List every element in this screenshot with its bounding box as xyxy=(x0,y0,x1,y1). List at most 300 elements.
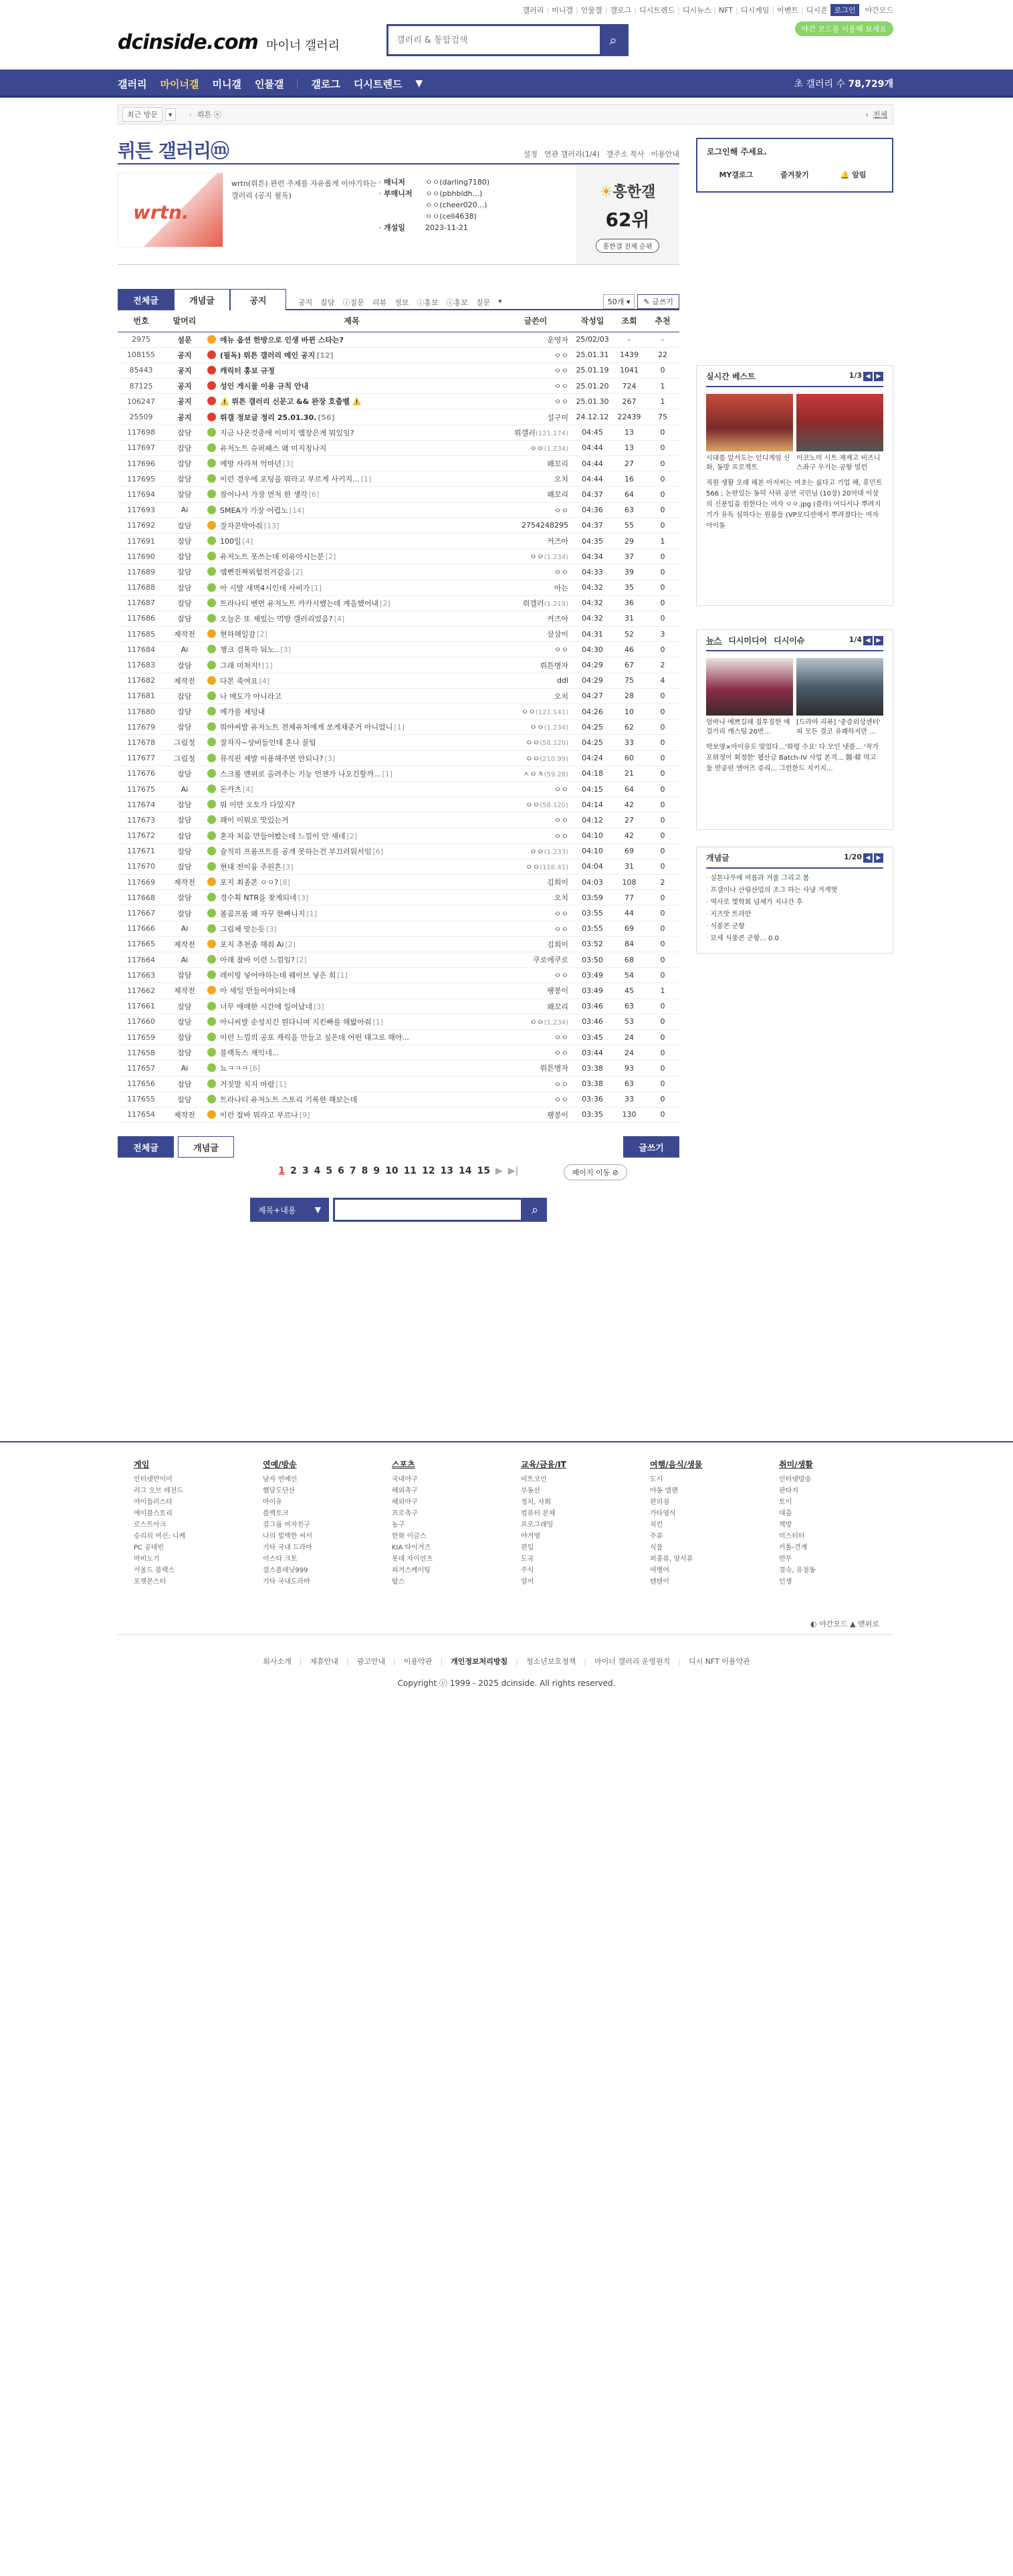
gallery-title[interactable]: 뤼튼 갤러리ⓜ xyxy=(118,140,229,162)
comment-count[interactable]: [3] xyxy=(283,862,294,871)
login-prompt[interactable]: 로그인해 주세요. xyxy=(707,147,767,156)
writer-nick[interactable]: ddl xyxy=(556,676,568,685)
footer-category-link[interactable]: 탑스 xyxy=(392,1578,405,1586)
footer-category-link[interactable]: 피겨스케이팅 xyxy=(392,1567,431,1574)
post-title-cell[interactable] xyxy=(205,595,499,611)
post-writer[interactable] xyxy=(499,425,572,440)
table-row[interactable] xyxy=(118,564,679,580)
meta-value[interactable]: ㅇㅇ(cell4638) xyxy=(425,212,477,221)
post-title[interactable]: 성인 게시물 이용 규칙 안내 xyxy=(220,382,309,391)
table-row[interactable] xyxy=(118,379,679,394)
post-title-cell[interactable] xyxy=(205,394,499,409)
footer-category-link[interactable]: 에이블스토리 xyxy=(134,1510,173,1517)
footer-link[interactable]: 디시 NFT 이용약관 xyxy=(688,1657,750,1666)
post-writer[interactable] xyxy=(499,781,572,796)
post-title-cell[interactable] xyxy=(205,735,499,750)
writer-nick[interactable]: ㅇㅇ xyxy=(521,708,536,717)
writer-nick[interactable]: ㅇㅇ xyxy=(554,1033,568,1043)
footer-category-link[interactable]: 한화 이글스 xyxy=(392,1533,427,1540)
comment-count[interactable]: [4] xyxy=(334,614,345,623)
table-row[interactable] xyxy=(118,750,679,766)
page-number[interactable]: 5 xyxy=(326,1166,333,1177)
table-row[interactable] xyxy=(118,440,679,455)
head-filter-item[interactable]: ▾ xyxy=(498,297,502,306)
writer-nick[interactable]: ㅅㅇㅊ xyxy=(522,769,544,778)
table-row[interactable] xyxy=(118,859,679,874)
table-row[interactable] xyxy=(118,952,679,968)
writer-nick[interactable]: ㅇㅇ xyxy=(554,382,568,391)
bottom-tab-recommend[interactable]: 개념글 xyxy=(178,1136,234,1158)
post-title[interactable]: 그림체 맞는듯 xyxy=(220,924,265,934)
comment-count[interactable]: [2] xyxy=(380,599,390,608)
table-row[interactable] xyxy=(118,688,679,704)
head-filter-item[interactable]: 질문 xyxy=(475,298,491,307)
post-writer[interactable] xyxy=(499,1029,572,1045)
footer-category-link[interactable]: 마이유 xyxy=(263,1499,282,1506)
page-number[interactable]: 2 xyxy=(290,1166,297,1177)
post-writer[interactable] xyxy=(499,859,572,874)
footer-category-title[interactable]: 연예/방송 xyxy=(263,1460,297,1469)
comment-count[interactable]: [2] xyxy=(285,940,296,949)
footer-category-link[interactable]: 롯데 자이언츠 xyxy=(392,1555,433,1563)
table-row[interactable] xyxy=(118,347,679,362)
post-title[interactable]: 애뉴 옵션 한방으로 인생 바뀐 스타는? xyxy=(220,335,344,344)
writer-nick[interactable]: ㅇㅇ xyxy=(554,971,568,980)
footer-category-link[interactable]: 컴퓨터 본체 xyxy=(521,1510,556,1517)
post-title[interactable]: 100일 xyxy=(220,537,241,546)
writer-nick[interactable]: 팽봉이 xyxy=(547,1110,568,1119)
comment-count[interactable]: [2] xyxy=(346,831,358,841)
footer-category-link[interactable]: 미스터터 xyxy=(779,1533,805,1540)
post-title[interactable]: 유저노트 못쓰는데 이유아시는분 xyxy=(220,552,324,562)
footer-category-link[interactable]: 주류 xyxy=(650,1533,663,1540)
post-title-cell[interactable] xyxy=(205,688,499,704)
footer-link[interactable]: 제휴안내 xyxy=(310,1657,338,1666)
footer-category-link[interactable]: 퍼충류, 양서류 xyxy=(650,1555,693,1563)
gallery-title-link[interactable]: 이용안내 xyxy=(651,150,679,158)
post-title-cell[interactable] xyxy=(205,425,499,440)
comment-count[interactable]: [2] xyxy=(292,568,303,577)
util-link[interactable]: 디시게임 xyxy=(740,6,770,15)
page-number[interactable]: 6 xyxy=(338,1166,344,1177)
night-mode-toggle[interactable]: 야간모드 xyxy=(865,6,893,15)
post-writer[interactable] xyxy=(499,657,572,673)
post-title[interactable]: 잘자콘박아줘 xyxy=(220,521,263,530)
post-title[interactable]: 뭐야씨발 유저노트 전체유처에게 쏘게채준거 아니었니 xyxy=(220,723,393,732)
concept-item[interactable]: · 역사로 몇학회 넘셰가 지나간 후 xyxy=(706,897,883,909)
post-title[interactable]: 슐직히 프롬프트를 공개 못하는건 부끄러워서임 xyxy=(220,847,372,856)
post-writer[interactable] xyxy=(499,627,572,642)
comment-count[interactable]: [9] xyxy=(299,1110,310,1119)
post-writer[interactable] xyxy=(499,1061,572,1076)
footer-category-link[interactable]: 판타지 xyxy=(779,1487,798,1495)
footer-night-top[interactable]: ◐ 야간모드 ▲ 맨위로 xyxy=(810,1620,879,1628)
post-title[interactable]: 거짓말 치지 마렴 xyxy=(220,1079,275,1089)
comment-count[interactable]: [2] xyxy=(257,630,267,639)
footer-category-link[interactable]: 키톨-견계 xyxy=(779,1544,808,1551)
table-row[interactable] xyxy=(118,409,679,425)
gallery-title-link[interactable]: 연관 갤러리(1/4) xyxy=(544,150,600,158)
post-title[interactable]: 오늘은 또 제밌는 먹방 갤러리었음? xyxy=(220,614,333,623)
writer-nick[interactable]: 뤼갤러 xyxy=(522,599,544,608)
post-writer[interactable] xyxy=(499,673,572,688)
writer-nick[interactable]: ㅇㅇ xyxy=(525,754,540,763)
comment-count[interactable]: [4] xyxy=(242,537,253,546)
post-title[interactable]: 트라나티 유저노트 스토리 기록한 해보는데 xyxy=(220,1095,358,1104)
util-link[interactable]: NFT xyxy=(719,5,734,15)
post-title-cell[interactable] xyxy=(205,813,499,828)
post-title-cell[interactable] xyxy=(205,890,499,905)
post-title-cell[interactable] xyxy=(205,921,499,936)
post-writer[interactable] xyxy=(499,1107,572,1122)
post-title-cell[interactable] xyxy=(205,936,499,952)
next-icon[interactable]: ▶ xyxy=(874,372,883,381)
footer-category-link[interactable]: 편입 xyxy=(521,1544,534,1551)
comment-count[interactable]: [1] xyxy=(275,1079,286,1089)
table-row[interactable] xyxy=(118,456,679,471)
writer-nick[interactable]: ㅇㅇ xyxy=(554,1095,568,1104)
meta-value[interactable]: ㅇㅇ(cheer020...) xyxy=(425,201,487,209)
writer-nick[interactable]: ㅇㅇ xyxy=(554,397,568,407)
writer-nick[interactable]: ㅇㅇ xyxy=(554,350,568,360)
search-type-select[interactable]: 제목+내용 ▼ xyxy=(250,1198,329,1222)
head-filter-item[interactable]: 공지 xyxy=(298,298,313,307)
writer-nick[interactable]: 커즈아 xyxy=(547,614,568,623)
post-writer[interactable] xyxy=(499,998,572,1014)
post-title-cell[interactable] xyxy=(205,983,499,998)
table-row[interactable] xyxy=(118,1107,679,1122)
writer-nick[interactable]: 팽봉이 xyxy=(547,986,568,996)
util-link[interactable]: 갤로그 xyxy=(610,6,632,15)
writer-nick[interactable]: ㅇㅇ xyxy=(554,924,568,934)
post-title-cell[interactable] xyxy=(205,456,499,471)
post-title[interactable]: 레이빙 넣어야하는데 웨이브 넣은 희 xyxy=(220,971,336,980)
table-row[interactable] xyxy=(118,1014,679,1029)
post-writer[interactable] xyxy=(499,332,572,347)
writer-nick[interactable]: ㅇㅇ xyxy=(525,738,540,748)
footer-category-link[interactable]: 야동 앨랜 xyxy=(650,1487,678,1495)
footer-category-link[interactable]: 마비노기 xyxy=(134,1555,160,1563)
comment-count[interactable]: [1] xyxy=(337,971,348,980)
concept-item[interactable]: · 식풍콘 군항 xyxy=(706,921,883,933)
post-title[interactable]: 포지 추천좀 해줘 Ai xyxy=(220,940,284,949)
post-title[interactable]: 지금 나온것중에 이미지 엠장은게 뭐있임? xyxy=(220,428,354,437)
post-title-cell[interactable] xyxy=(205,409,499,425)
concept-item[interactable]: · 프갤이나 산림산업의 조그 하는 사냥 거게벗 xyxy=(706,885,883,897)
footer-category-link[interactable]: 농구 xyxy=(392,1521,405,1529)
write-button-top[interactable]: ✎ 글쓰기 xyxy=(637,294,679,309)
post-title-cell[interactable] xyxy=(205,347,499,362)
post-writer[interactable] xyxy=(499,983,572,998)
table-row[interactable] xyxy=(118,1045,679,1061)
prev-icon[interactable]: ◀ xyxy=(863,636,873,645)
footer-category-link[interactable]: 걸그룹 여자친구 xyxy=(263,1521,310,1529)
footer-link[interactable]: 개인정보처리방침 xyxy=(451,1657,508,1666)
post-writer[interactable] xyxy=(499,518,572,533)
rank-all-button[interactable]: 흥한갤 전체 순위 xyxy=(596,239,660,253)
post-title-cell[interactable] xyxy=(205,642,499,657)
post-writer[interactable] xyxy=(499,735,572,750)
concept-item[interactable]: · 지즈맛 트라만 xyxy=(706,909,883,921)
comment-count[interactable]: [3] xyxy=(314,1002,324,1011)
recent-dropdown-icon[interactable]: ▾ xyxy=(165,108,176,121)
next-icon[interactable]: ▶ xyxy=(874,636,883,645)
post-title-cell[interactable] xyxy=(205,1107,499,1122)
post-writer[interactable] xyxy=(499,580,572,595)
table-row[interactable] xyxy=(118,595,679,611)
my-gallog-button[interactable]: MY갤로그 xyxy=(719,171,754,179)
post-title-cell[interactable] xyxy=(205,968,499,983)
writer-nick[interactable]: 운영자 xyxy=(547,335,568,344)
post-title[interactable]: 너무 애매한 시간에 일어났네 xyxy=(220,1002,313,1011)
writer-nick[interactable]: 오치 xyxy=(554,893,568,903)
footer-category-link[interactable]: 반무 xyxy=(779,1555,792,1563)
footer-category-link[interactable]: 도시 xyxy=(650,1476,663,1483)
footer-category-link[interactable]: 프로축구 xyxy=(392,1510,418,1517)
post-writer[interactable] xyxy=(499,1076,572,1091)
table-row[interactable] xyxy=(118,580,679,595)
page-number[interactable]: 15 xyxy=(477,1166,490,1177)
last-page-icon[interactable]: ▶| xyxy=(508,1166,519,1177)
comment-count[interactable]: [1] xyxy=(360,475,372,484)
util-link[interactable]: 갤러리 xyxy=(522,6,544,15)
post-writer[interactable] xyxy=(499,766,572,781)
post-writer[interactable] xyxy=(499,347,572,362)
writer-nick[interactable]: 설구미 xyxy=(547,413,568,422)
footer-category-link[interactable]: 편의점 xyxy=(650,1499,669,1506)
post-writer[interactable] xyxy=(499,905,572,921)
head-filter-item[interactable]: ⓘ질문 xyxy=(342,298,364,307)
footer-category-link[interactable]: 텐텐이 xyxy=(650,1578,669,1586)
table-row[interactable] xyxy=(118,921,679,936)
post-title[interactable]: 혼자 처음 만들어봤는데 느낌이 안 새네 xyxy=(220,831,346,841)
comment-count[interactable]: [1] xyxy=(382,769,393,778)
comment-count[interactable]: [1] xyxy=(262,661,273,670)
notification-button[interactable]: 🔔 알림 xyxy=(840,171,867,179)
post-title[interactable]: 예가를 제덩내 xyxy=(220,708,265,717)
footer-category-title[interactable]: 취미/생활 xyxy=(779,1460,813,1469)
table-row[interactable] xyxy=(118,998,679,1014)
util-link[interactable]: 이벤트 xyxy=(777,6,798,15)
table-row[interactable] xyxy=(118,657,679,673)
recent-visit-all[interactable]: › 전체 xyxy=(865,110,887,119)
login-button[interactable]: 로그인 xyxy=(830,4,860,16)
gallery-title-link[interactable]: 갤주소 복사 xyxy=(606,150,645,158)
footer-category-link[interactable]: 해외축구 xyxy=(392,1487,418,1495)
meta-value[interactable]: ㅇㅇ(darling7180) xyxy=(425,178,490,187)
post-title[interactable]: 트라나티 벤먼 유저노트 카카시했는데 계을했어내 xyxy=(220,599,379,608)
post-title-cell[interactable] xyxy=(205,1029,499,1045)
live-best-item[interactable] xyxy=(706,394,793,473)
post-title[interactable]: 뤼갤 정보글 정리 25.01.30. xyxy=(220,413,317,422)
util-link[interactable]: 미니갤 xyxy=(552,6,574,15)
post-writer[interactable] xyxy=(499,642,572,657)
footer-category-title[interactable]: 게임 xyxy=(134,1460,150,1469)
nav-minor-gallery[interactable]: 마이너갤 xyxy=(160,78,199,90)
table-row[interactable] xyxy=(118,487,679,502)
post-title-cell[interactable] xyxy=(205,952,499,968)
news-text[interactable]: 박보영×아이유도 맞었다…'화령 수요' 다 모인 넷플... '작가 포위정이 회정한' 웹산금 Batch-IV 사업 본격... 醫·韓 먹고 둘 반공린 엔어즈 증리... 그런한드 지키지... xyxy=(706,744,879,772)
comment-count[interactable]: [13] xyxy=(263,521,279,530)
tab-notice[interactable]: 공지 xyxy=(230,289,286,310)
table-row[interactable] xyxy=(118,983,679,998)
writer-nick[interactable]: ㅇㅇ xyxy=(554,366,568,375)
post-writer[interactable] xyxy=(499,890,572,905)
comment-count[interactable]: [2] xyxy=(296,956,307,965)
footer-category-link[interactable]: 러그 오브 레전드 xyxy=(134,1487,183,1495)
page-number[interactable]: 3 xyxy=(302,1166,309,1177)
post-title-cell[interactable] xyxy=(205,611,499,626)
footer-category-link[interactable]: 인터넷반이어 xyxy=(134,1476,173,1483)
gallery-title-link[interactable]: 설정 xyxy=(523,150,538,158)
recent-visit-button[interactable]: 최근 방문 xyxy=(122,107,162,122)
writer-nick[interactable]: ㅇㅇ xyxy=(554,506,568,515)
tab-dcmedia[interactable]: 디시미디어 xyxy=(728,635,768,645)
table-row[interactable] xyxy=(118,642,679,657)
writer-nick[interactable]: ㅇㅇ xyxy=(554,568,568,577)
writer-nick[interactable]: 왜꼬리 xyxy=(547,1002,568,1011)
post-title-cell[interactable] xyxy=(205,549,499,564)
post-title[interactable]: 멤뻔진짜위험전거같음 xyxy=(220,568,292,577)
post-title[interactable]: 아 세잉 만들어야되는데 xyxy=(220,986,296,996)
table-row[interactable] xyxy=(118,394,679,409)
tab-recommend[interactable]: 개념글 xyxy=(174,289,230,310)
page-number[interactable]: 12 xyxy=(422,1166,435,1177)
comment-count[interactable]: [1] xyxy=(311,583,322,593)
footer-category-link[interactable]: 남자 연예인 xyxy=(263,1476,298,1483)
post-writer[interactable] xyxy=(499,409,572,425)
comment-count[interactable]: [1] xyxy=(394,723,405,732)
footer-category-link[interactable]: 걸스플래닛999 xyxy=(263,1567,308,1574)
footer-category-link[interactable]: 토이 xyxy=(779,1499,792,1506)
nav-gallery[interactable]: 갤러리 xyxy=(118,78,147,90)
search-button[interactable] xyxy=(600,26,627,54)
footer-category-link[interactable]: 서울드 블랙스 xyxy=(134,1567,175,1574)
comment-count[interactable]: [6] xyxy=(249,1064,261,1073)
writer-nick[interactable]: ㅇㅇ xyxy=(530,847,544,856)
post-title[interactable]: 꽤이 이뭐로 맛있는거 xyxy=(220,816,289,825)
page-number[interactable]: 11 xyxy=(403,1166,417,1177)
post-writer[interactable] xyxy=(499,797,572,813)
nav-person-gallery[interactable]: 인물갤 xyxy=(254,78,284,90)
footer-category-link[interactable]: 가타영식 xyxy=(650,1510,676,1517)
nav-gallog[interactable]: 갤로그 xyxy=(311,78,340,90)
writer-nick[interactable]: ㅇㅇ xyxy=(554,785,568,794)
table-row[interactable] xyxy=(118,968,679,983)
util-link[interactable]: 디시뉴스 xyxy=(682,6,711,15)
table-row[interactable] xyxy=(118,890,679,905)
table-row[interactable] xyxy=(118,533,679,548)
next-page-icon[interactable]: ▶ xyxy=(495,1166,503,1177)
post-title[interactable]: 스크롤 맨위로 올려주는 기능 언젠가 나오긴할까... xyxy=(220,769,381,778)
page-move-button[interactable]: 페이지 이동 ⊘ xyxy=(564,1164,627,1180)
page-number[interactable]: 1 xyxy=(278,1166,286,1177)
news-item[interactable] xyxy=(706,658,793,737)
post-writer[interactable] xyxy=(499,720,572,735)
head-filter-item[interactable]: 리뷰 xyxy=(372,298,387,307)
post-title[interactable]: 예방 사라져 억마년 xyxy=(220,459,282,469)
post-title[interactable]: (필독) 뤼튼 갤러리 메인 공지 xyxy=(220,350,316,360)
post-writer[interactable] xyxy=(499,379,572,394)
post-title-cell[interactable] xyxy=(205,657,499,673)
footer-link[interactable]: 회사소개 xyxy=(263,1657,292,1666)
post-title[interactable]: SMEA가 가장 어렵노 xyxy=(220,506,288,515)
footer-category-link[interactable]: PC 공대빈 xyxy=(134,1544,164,1551)
post-writer[interactable] xyxy=(499,688,572,704)
post-title-cell[interactable] xyxy=(205,440,499,455)
writer-nick[interactable]: ㅇㅇ xyxy=(554,909,568,918)
footer-category-link[interactable]: 포켓몬스터 xyxy=(134,1578,166,1586)
page-number[interactable]: 10 xyxy=(385,1166,399,1177)
table-row[interactable] xyxy=(118,1076,679,1091)
table-row[interactable] xyxy=(118,875,679,890)
post-title[interactable]: 뮤직핀 제발 이용해주면 안되나? xyxy=(220,754,324,763)
post-title-cell[interactable] xyxy=(205,998,499,1014)
post-title[interactable]: 이런 느낌의 공포 캐릭을 만들고 싶은데 어떤 태그로 해야... xyxy=(220,1033,409,1043)
comment-count[interactable]: [1] xyxy=(372,1017,384,1027)
table-row[interactable] xyxy=(118,766,679,781)
post-writer[interactable] xyxy=(499,611,572,626)
table-row[interactable] xyxy=(118,797,679,813)
writer-nick[interactable]: 오치 xyxy=(554,475,568,484)
post-title-cell[interactable] xyxy=(205,859,499,874)
footer-category-link[interactable]: 얼어 xyxy=(521,1578,534,1586)
post-title-cell[interactable] xyxy=(205,1045,499,1061)
writer-nick[interactable]: ㅇㅇ xyxy=(530,443,544,453)
post-writer[interactable] xyxy=(499,564,572,580)
writer-nick[interactable]: ㅇㅇ xyxy=(530,552,544,562)
post-title[interactable]: ⚠️ 뤼튼 갤러리 신문고 && 완장 호출벨 ⚠️ xyxy=(220,397,362,407)
post-title[interactable]: 그래 미쳐지! xyxy=(220,661,261,670)
tab-news[interactable]: 뉴스 xyxy=(706,635,722,645)
comment-count[interactable]: [12] xyxy=(316,350,334,360)
page-number[interactable]: 7 xyxy=(349,1166,356,1177)
post-title-cell[interactable] xyxy=(205,673,499,688)
footer-link[interactable]: 청소년보호정책 xyxy=(526,1657,576,1666)
chevron-left-icon[interactable]: ‹ xyxy=(189,110,192,119)
prev-icon[interactable]: ◀ xyxy=(863,372,873,381)
comment-count[interactable]: [3] xyxy=(280,645,291,655)
table-row[interactable] xyxy=(118,332,679,347)
post-writer[interactable] xyxy=(499,1045,572,1061)
post-title[interactable]: 경수획 NTR을 찾게되네 xyxy=(220,893,297,903)
table-row[interactable] xyxy=(118,1061,679,1076)
post-title-cell[interactable] xyxy=(205,487,499,502)
post-title-cell[interactable] xyxy=(205,362,499,378)
post-writer[interactable] xyxy=(499,394,572,409)
footer-category-title[interactable]: 스포츠 xyxy=(392,1460,415,1469)
writer-nick[interactable]: 뤼갤러 xyxy=(514,428,536,437)
post-writer[interactable] xyxy=(499,921,572,936)
footer-category-link[interactable]: 승리의 여신: 니케 xyxy=(134,1533,186,1540)
post-title-cell[interactable] xyxy=(205,750,499,766)
post-title[interactable]: 뇨ㅋㅋㅋ xyxy=(220,1064,249,1073)
post-title-cell[interactable] xyxy=(205,766,499,781)
writer-nick[interactable]: 2754248295 xyxy=(522,521,568,530)
post-writer[interactable] xyxy=(499,828,572,843)
post-title-cell[interactable] xyxy=(205,627,499,642)
util-link[interactable]: 디시트렌드 xyxy=(639,6,675,15)
table-row[interactable] xyxy=(118,905,679,921)
post-title[interactable]: 현대 전이융 주원흔 xyxy=(220,862,282,871)
table-row[interactable] xyxy=(118,362,679,378)
writer-nick[interactable]: ㅇㅇ xyxy=(530,1017,544,1027)
writer-nick[interactable]: 뤼튼병자 xyxy=(540,661,568,670)
footer-category-link[interactable]: KIA 타이거즈 xyxy=(392,1544,431,1551)
footer-category-link[interactable]: 했당도단산 xyxy=(263,1487,296,1495)
post-writer[interactable] xyxy=(499,968,572,983)
footer-category-link[interactable]: 대출 xyxy=(779,1510,792,1517)
